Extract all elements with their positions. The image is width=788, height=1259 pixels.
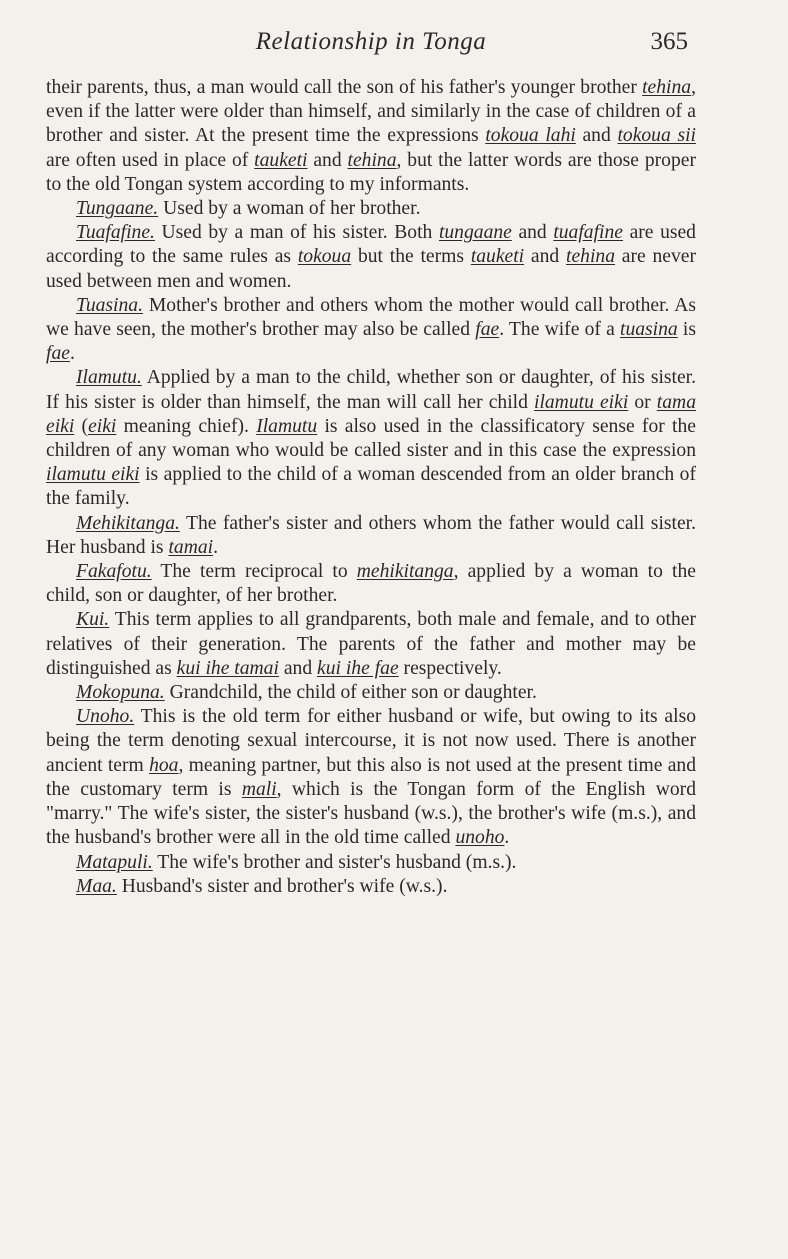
tongan-term: hoa <box>149 754 179 776</box>
entry-fakafotu: Fakafotu. The term reciprocal to mehikitanga, applied by a woman to the child, son or daughter, of her brother. <box>46 561 696 607</box>
entry-tuafafine: Tuafafine. Used by a man of his sister. Both tungaane and tuafafine are used according to the same rules as tokoua but the terms tauketi and tehina are never used between men and women. <box>46 222 697 292</box>
entry-term: Fakafotu. <box>76 561 152 583</box>
tongan-term: tokoua <box>297 246 352 268</box>
entry-term: Ilamutu. <box>76 367 142 389</box>
tongan-term: tauketi <box>470 246 525 268</box>
entry-term: Mehikitanga. <box>76 512 180 534</box>
entry-matapuli: Matapuli. The wife's brother and sister's husband (m.s.). <box>76 851 517 873</box>
entry-term: Tuasina. <box>76 294 143 316</box>
tongan-term: eiki <box>88 415 117 437</box>
tongan-term: tauketi <box>254 149 308 171</box>
entry-term: Mokopuna. <box>76 682 165 704</box>
entry-ilamutu: Ilamutu. Applied by a man to the child, whether son or daughter, of his sister. If his sister is older than himself, the man will call her child ilamutu eiki or tama eiki (eiki meaning chief). Ilamutu is also used in the classificatory sense for the children of any woman who would be called sister and in this case the expression ilamutu eiki is applied to the child of a woman descended from an older branch of the family. <box>46 367 696 510</box>
tongan-term: fae <box>46 343 70 365</box>
book-page <box>46 28 696 899</box>
entry-tuasina: Tuasina. Mother's brother and others whom the mother would call brother. As we have seen, the mother's brother may also be called fae. The wife of a tuasina is fae. <box>46 294 696 365</box>
tongan-term: tokoua lahi <box>485 125 576 147</box>
tongan-term: tehina <box>347 149 397 171</box>
tongan-term: tuafafine <box>553 222 623 244</box>
tongan-term: tokoua sii <box>617 125 696 147</box>
tongan-term: tuasina <box>620 319 678 341</box>
entry-tungaane: Tungaane. Used by a woman of her brother. <box>76 198 421 220</box>
entry-term: Tuafafine. <box>76 222 155 244</box>
paragraph-continuation: their parents, thus, a man would call the son of his father's younger brother tehina, even if the latter were older than himself, and similarly in the case of children of a brother and sister. At the present time the expressions tokoua lahi and tokoua sii are often used in place of tauketi and tehina, but the latter words are those proper to the old Tongan system according to my informants. <box>46 77 696 195</box>
tongan-term: unoho <box>455 827 505 849</box>
tongan-term: fae <box>475 319 500 341</box>
tongan-term: mali <box>241 778 277 800</box>
tongan-term: ilamutu eiki <box>534 391 629 413</box>
tongan-term: tehina <box>566 246 615 268</box>
tongan-term: tungaane <box>438 222 512 244</box>
tongan-term: mehikitanga <box>356 561 454 583</box>
entry-mokopuna: Mokopuna. Grandchild, the child of either son or daughter. <box>76 682 537 704</box>
entry-unoho: Unoho. This is the old term for either husband or wife, but owing to its also being the term denoting sexual intercourse, it is not now used. There is another ancient term hoa, meaning partner, but this also is not used at the present time and the customary term is mali, which is the Tongan form of the English word "marry." The wife's sister, the sister's husband (w.s.), the brother's wife (m.s.), and the husband's brother were all in the old time called unoho. <box>46 706 696 849</box>
tongan-term: kui ihe tamai <box>176 657 279 679</box>
tongan-term: ilamutu eiki <box>46 464 140 486</box>
entry-term: Unoho. <box>76 706 135 728</box>
entry-maa: Maa. Husband's sister and brother's wife (w.s.). <box>76 875 448 897</box>
tongan-term: Ilamutu <box>256 415 318 437</box>
body-text <box>46 76 696 899</box>
entry-mehikitanga: Mehikitanga. The father's sister and others whom the father would call sister. Her husband is tamai. <box>46 512 696 558</box>
entry-term: Kui. <box>76 609 110 631</box>
tongan-term: tamai <box>168 536 214 558</box>
running-title: Relationship in Tonga <box>255 28 487 55</box>
entry-kui: Kui. This term applies to all grandparents, both male and female, and to other relatives of their generation. The parents of the father and mother may be distinguished as kui ihe tamai and kui ihe fae respectively. <box>46 609 696 679</box>
tongan-term: tama eiki <box>46 391 696 437</box>
entry-term: Matapuli. <box>76 851 153 873</box>
page-number: 365 <box>650 28 688 55</box>
entry-term: Maa. <box>76 875 117 897</box>
tongan-term: tehina <box>642 77 692 98</box>
running-header <box>46 28 696 64</box>
entry-term: Tungaane. <box>76 198 159 220</box>
tongan-term: kui ihe fae <box>317 657 399 679</box>
